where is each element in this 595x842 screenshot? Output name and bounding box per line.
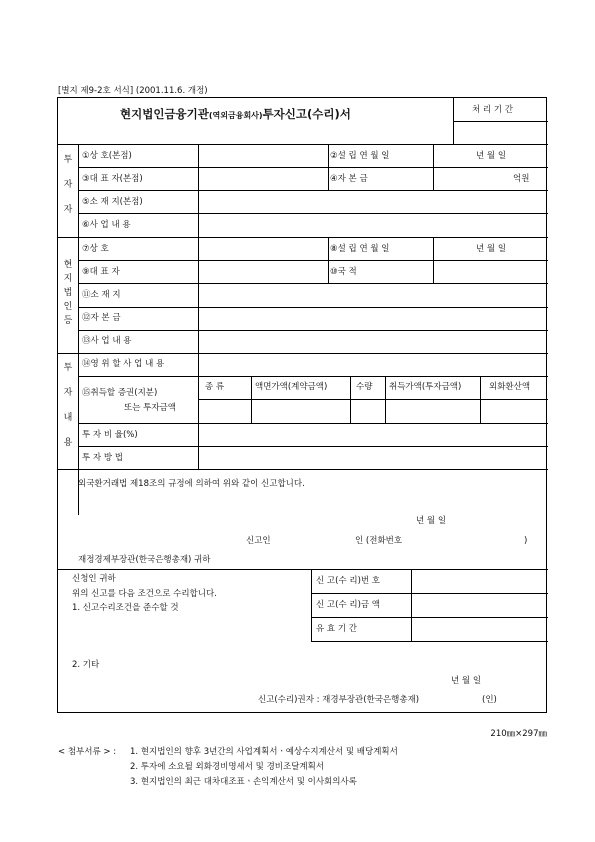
declaration-date: 년 월 일: [416, 516, 447, 526]
approval-intro: 위의 신고를 다음 조건으로 수리합니다.: [72, 589, 217, 599]
attachment-item-1: 1. 현지법인의 향후 3년간의 사업계획서ㆍ예상수지계산서 및 배당계획서: [130, 747, 398, 757]
attachment-item-3: 3. 현지법인의 최근 대차대조표ㆍ손익계산서 및 이사회의사록: [130, 777, 357, 787]
approval-date: 년 월 일: [451, 676, 482, 686]
securities-label-2: 또는 투자금액: [124, 403, 176, 413]
investment-ratio-label: 투 자 비 율(%): [82, 430, 138, 440]
form-reference: [별지 제9-2호 서식] (2001.11.6. 개정): [58, 86, 208, 96]
addressee: 재정경제부장관(한국은행총재) 귀하: [78, 555, 211, 565]
investor-section-label: 투 자 자: [63, 155, 73, 215]
approval-condition-2: 2. 기타: [72, 660, 100, 670]
attachment-item-2: 2. 투자에 소요될 외화경비명세서 및 경비조달계획서: [130, 762, 325, 772]
declaration-statement: 외국환거래법 제18조의 규정에 의하여 위와 같이 신고합니다.: [78, 479, 305, 489]
paper-size: 210㎜×297㎜: [490, 729, 547, 739]
declarant-label: 신고인: [246, 536, 271, 546]
local-rep-label: ⑨대 표 자: [82, 267, 120, 277]
approval-authority: 신고(수리)권자 : 재경부장관(한국은행총재): [258, 695, 420, 705]
col-acquisition-value: 취득가액(투자금액): [389, 382, 462, 392]
local-business-label: ⑬사 업 내 용: [82, 336, 132, 346]
col-fx-value: 외화환산액: [489, 382, 531, 392]
investor-capital-unit: 억원: [513, 174, 530, 184]
investment-section-label: 투 자 내 용: [63, 363, 73, 448]
investor-rep-label: ③대 표 자(본점): [82, 174, 143, 184]
title-small: (역외금융회사): [208, 111, 263, 120]
planned-business-label: ⑭영 위 할 사 업 내 용: [82, 359, 165, 369]
investor-business-label: ⑥사 업 내 용: [82, 220, 131, 230]
investor-founded-label: ②설 립 연 월 일: [330, 151, 390, 161]
investor-capital-label: ④자 본 금: [330, 174, 368, 184]
phone-close-paren: ): [524, 536, 528, 546]
form-title: [120, 109, 351, 121]
investor-founded-value: 년 월 일: [476, 151, 507, 161]
local-address-label: ⑪소 재 지: [82, 290, 121, 300]
local-capital-label: ⑫자 본 금: [82, 313, 121, 323]
validity-period-label: 유 효 기 간: [316, 624, 357, 634]
investor-address-label: ⑤소 재 지(본점): [82, 197, 143, 207]
approval-amount-label: 신 고(수 리)금 액: [316, 600, 381, 610]
title-end: 투자신고(수리)서: [262, 107, 351, 121]
col-face-value: 액면가액(계약금액): [255, 382, 328, 392]
col-type: 종 류: [205, 382, 225, 392]
title-main: 현지법인금융기관: [120, 107, 209, 121]
local-name-label: ⑦상 호: [82, 244, 109, 254]
processing-period-label: 처 리 기 간: [472, 105, 513, 115]
investment-method-label: 투 자 방 법: [82, 453, 123, 463]
local-founded-label: ⑧설 립 연 월 일: [330, 244, 390, 254]
local-entity-section-label: 현 지 법 인 등: [63, 260, 73, 326]
authority-seal: (인): [482, 695, 497, 705]
seal-phone-label: 인 (전화번호: [355, 536, 403, 546]
investor-name-label: ①상 호(본점): [82, 151, 132, 161]
col-quantity: 수량: [356, 382, 373, 392]
declaration-form: [57, 97, 547, 713]
applicant-label: 신청인 귀하: [72, 574, 116, 584]
local-nationality-label: ⑩국 적: [330, 267, 357, 277]
attachments-label: < 첨부서류 > :: [58, 747, 117, 757]
local-founded-value: 년 월 일: [476, 244, 507, 254]
securities-label: ⑮취득할 증권(지분): [82, 388, 158, 398]
approval-number-label: 신 고(수 리)번 호: [316, 576, 381, 586]
approval-condition-1: 1. 신고수리조건을 준수할 것: [72, 603, 179, 613]
